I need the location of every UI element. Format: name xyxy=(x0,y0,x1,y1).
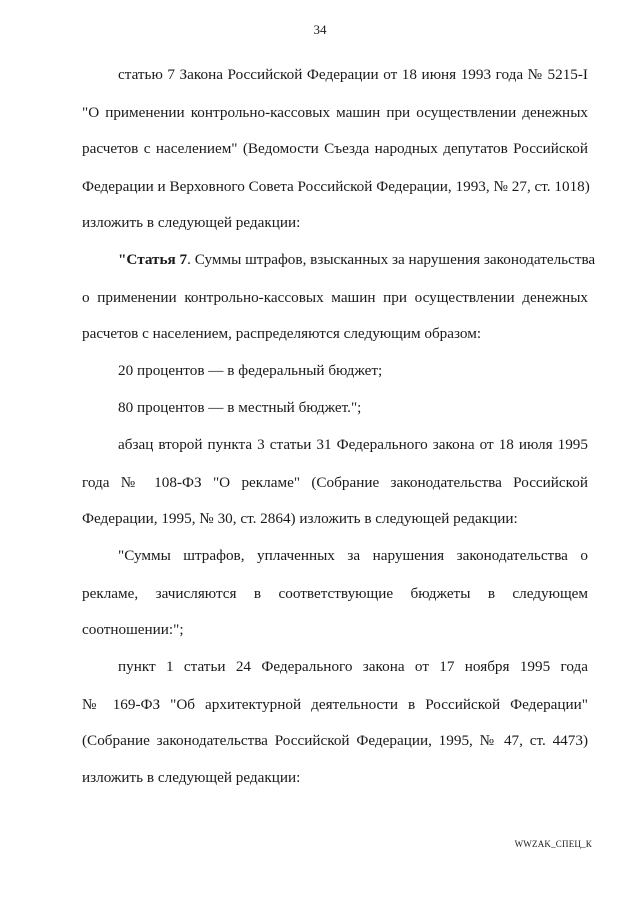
document-code: WWZAK_СПЕЦ_К xyxy=(514,839,592,849)
text-line: "Суммы штрафов, уплаченных за нарушения законодательства о xyxy=(118,547,588,564)
page-number: 34 xyxy=(313,22,327,37)
text-line: рекламе, зачисляются в соответствующие бюджеты в следующем xyxy=(82,585,588,602)
text-line: расчетов с населением, распределяются следующим образом: xyxy=(82,325,482,342)
article-7-first-line xyxy=(118,251,596,269)
text-line: "О применении контрольно-кассовых машин при осуществлении денежных xyxy=(82,104,588,121)
text-line: года № 108-ФЗ "О рекламе" (Собрание законодательства Российской xyxy=(82,474,588,491)
text-line: (Собрание законодательства Российской Федерации, 1995, № 47, ст. 4473) xyxy=(82,732,588,749)
text-line: изложить в следующей редакции: xyxy=(82,769,301,786)
text-line: № 169-ФЗ "Об архитектурной деятельности в Российской Федерации" xyxy=(82,696,588,713)
text-line: 20 процентов — в федеральный бюджет; xyxy=(118,362,383,379)
text-line: статью 7 Закона Российской Федерации от 18 июня 1993 года № 5215-I xyxy=(118,66,588,83)
text-line: 80 процентов — в местный бюджет."; xyxy=(118,399,362,416)
text-line: пункт 1 статьи 24 Федерального закона от 17 ноября 1995 года xyxy=(118,658,588,675)
text-line: расчетов с населением" (Ведомости Съезда народных депутатов Российской xyxy=(82,140,588,157)
text-line: о применении контрольно-кассовых машин при осуществлении денежных xyxy=(82,289,588,306)
text-span: . Суммы штрафов, взысканных за нарушения законодательства xyxy=(187,251,596,268)
article-heading: "Статья 7 xyxy=(118,251,188,268)
text-line: Федерации и Верховного Совета Российской Федерации, 1993, № 27, ст. 1018) xyxy=(82,178,590,195)
text-line: Федерации, 1995, № 30, ст. 2864) изложить в следующей редакции: xyxy=(82,510,518,527)
text-line: изложить в следующей редакции: xyxy=(82,214,301,231)
text-line: соотношении:"; xyxy=(82,621,184,638)
text-line: абзац второй пункта 3 статьи 31 Федерального закона от 18 июля 1995 xyxy=(118,436,588,453)
